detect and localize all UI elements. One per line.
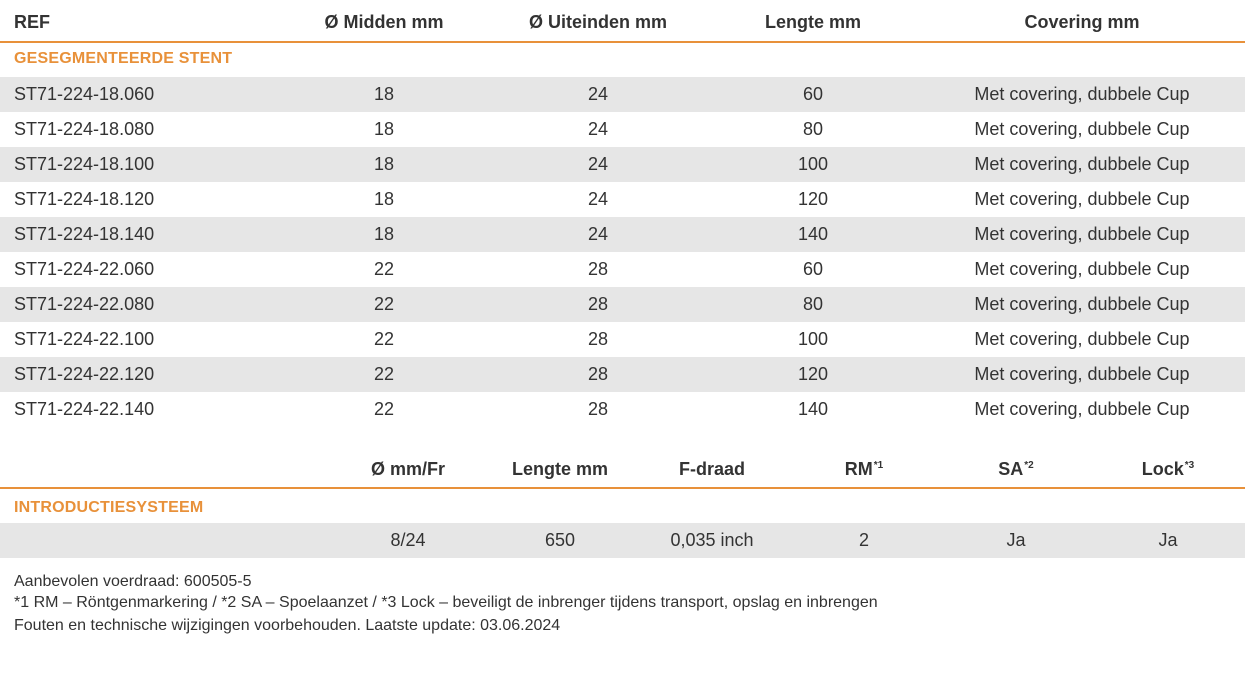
header-uiteinden: Ø Uiteinden mm [528, 12, 667, 32]
cell-fdraad: 0,035 inch [670, 530, 754, 550]
header-divider [0, 41, 1245, 43]
cell-midden: 22 [373, 294, 395, 314]
cell-uiteinden: 24 [587, 84, 609, 104]
cell-ref: ST71-224-18.060 [14, 84, 155, 104]
footnote-marker: *1 [873, 460, 884, 471]
cell-lengte: 140 [797, 399, 829, 419]
cell-midden: 22 [373, 259, 395, 279]
cell-lengte: 140 [797, 224, 829, 244]
cell-uiteinden: 28 [587, 364, 609, 384]
cell-midden: 18 [373, 189, 395, 209]
cell-covering: Met covering, dubbele Cup [974, 294, 1190, 314]
cell-uiteinden: 28 [587, 259, 609, 279]
cell-rm: 2 [858, 530, 869, 550]
cell-ref: ST71-224-22.080 [14, 294, 155, 314]
cell-lengte: 120 [797, 189, 829, 209]
cell-uiteinden: 24 [587, 154, 609, 174]
header-divider-2 [0, 487, 1245, 489]
cell-uiteinden: 28 [587, 329, 609, 349]
cell-uiteinden: 24 [587, 119, 609, 139]
cell-ref: ST71-224-18.080 [14, 119, 155, 139]
cell-ref: ST71-224-18.100 [14, 154, 155, 174]
cell-sa: Ja [1006, 530, 1026, 550]
header-fdraad: F-draad [678, 459, 745, 479]
cell-ref: ST71-224-22.100 [14, 329, 155, 349]
cell-lengte: 100 [797, 154, 829, 174]
table-row [0, 322, 1245, 357]
cell-lengte: 60 [802, 84, 824, 104]
table-row [0, 77, 1245, 112]
cell-covering: Met covering, dubbele Cup [974, 224, 1190, 244]
cell-lengte: 80 [802, 119, 824, 139]
note-recommended-wire: Aanbevolen voerdraad: 600505-5 [14, 573, 252, 590]
cell-covering: Met covering, dubbele Cup [974, 399, 1190, 419]
cell-midden: 22 [373, 364, 395, 384]
cell-lengte: 120 [797, 364, 829, 384]
cell-uiteinden: 24 [587, 224, 609, 244]
table-row [0, 392, 1245, 427]
table-row [0, 112, 1245, 147]
section-title-introductiesysteem: INTRODUCTIESYSTEEM [14, 499, 204, 516]
cell-uiteinden: 28 [587, 294, 609, 314]
table-row [0, 147, 1245, 182]
cell-lengte: 60 [802, 259, 824, 279]
cell-uiteinden: 24 [587, 189, 609, 209]
cell-covering: Met covering, dubbele Cup [974, 154, 1190, 174]
cell-uiteinden: 28 [587, 399, 609, 419]
header-covering: Covering mm [1024, 12, 1140, 32]
note-disclaimer: Fouten en technische wijzigingen voorbehouden. Laatste update: 03.06.2024 [14, 617, 561, 634]
cell-ref: ST71-224-18.140 [14, 224, 155, 244]
header-rm: RM$^{*1}$ [844, 459, 884, 479]
header-lock: Lock$^{*3}$ [1141, 459, 1195, 479]
header-lengte: Lengte mm [764, 12, 861, 32]
cell-midden: 22 [373, 399, 395, 419]
table-row [0, 357, 1245, 392]
cell-midden: 18 [373, 119, 395, 139]
table-row [0, 217, 1245, 252]
cell-midden: 18 [373, 154, 395, 174]
table-row [0, 252, 1245, 287]
header-lengte-2: Lengte mm [511, 459, 608, 479]
cell-ref: ST71-224-22.120 [14, 364, 155, 384]
cell-ref: ST71-224-22.140 [14, 399, 155, 419]
header-ref: REF [14, 12, 50, 32]
table-row [0, 182, 1245, 217]
header-diameter-fr: Ø mm/Fr [370, 459, 445, 479]
cell-lengte: 80 [802, 294, 824, 314]
cell-lengte: 100 [797, 329, 829, 349]
cell-covering: Met covering, dubbele Cup [974, 329, 1190, 349]
header-sa: SA$^{*2}$ [998, 459, 1034, 479]
cell-covering: Met covering, dubbele Cup [974, 119, 1190, 139]
cell-lengte: 650 [544, 530, 576, 550]
cell-midden: 18 [373, 84, 395, 104]
cell-ref: ST71-224-22.060 [14, 259, 155, 279]
note-footnotes: *1 RM – Röntgenmarkering / *2 SA – Spoelaanzet / *3 Lock – beveiligt de inbrenger tijdens transport, opslag en inbrengen [14, 594, 878, 611]
cell-diameter-fr: 8/24 [390, 530, 426, 550]
cell-midden: 22 [373, 329, 395, 349]
cell-covering: Met covering, dubbele Cup [974, 364, 1190, 384]
table-row [0, 523, 1245, 558]
cell-covering: Met covering, dubbele Cup [974, 189, 1190, 209]
section-title-stent: GESEGMENTEERDE STENT [14, 50, 233, 67]
cell-lock: Ja [1158, 530, 1178, 550]
cell-covering: Met covering, dubbele Cup [974, 84, 1190, 104]
footnote-marker: *3 [1184, 460, 1195, 471]
cell-covering: Met covering, dubbele Cup [974, 259, 1190, 279]
cell-midden: 18 [373, 224, 395, 244]
cell-ref: ST71-224-18.120 [14, 189, 155, 209]
table-row [0, 287, 1245, 322]
footnote-marker: *2 [1024, 460, 1034, 471]
header-midden: Ø Midden mm [324, 12, 444, 32]
